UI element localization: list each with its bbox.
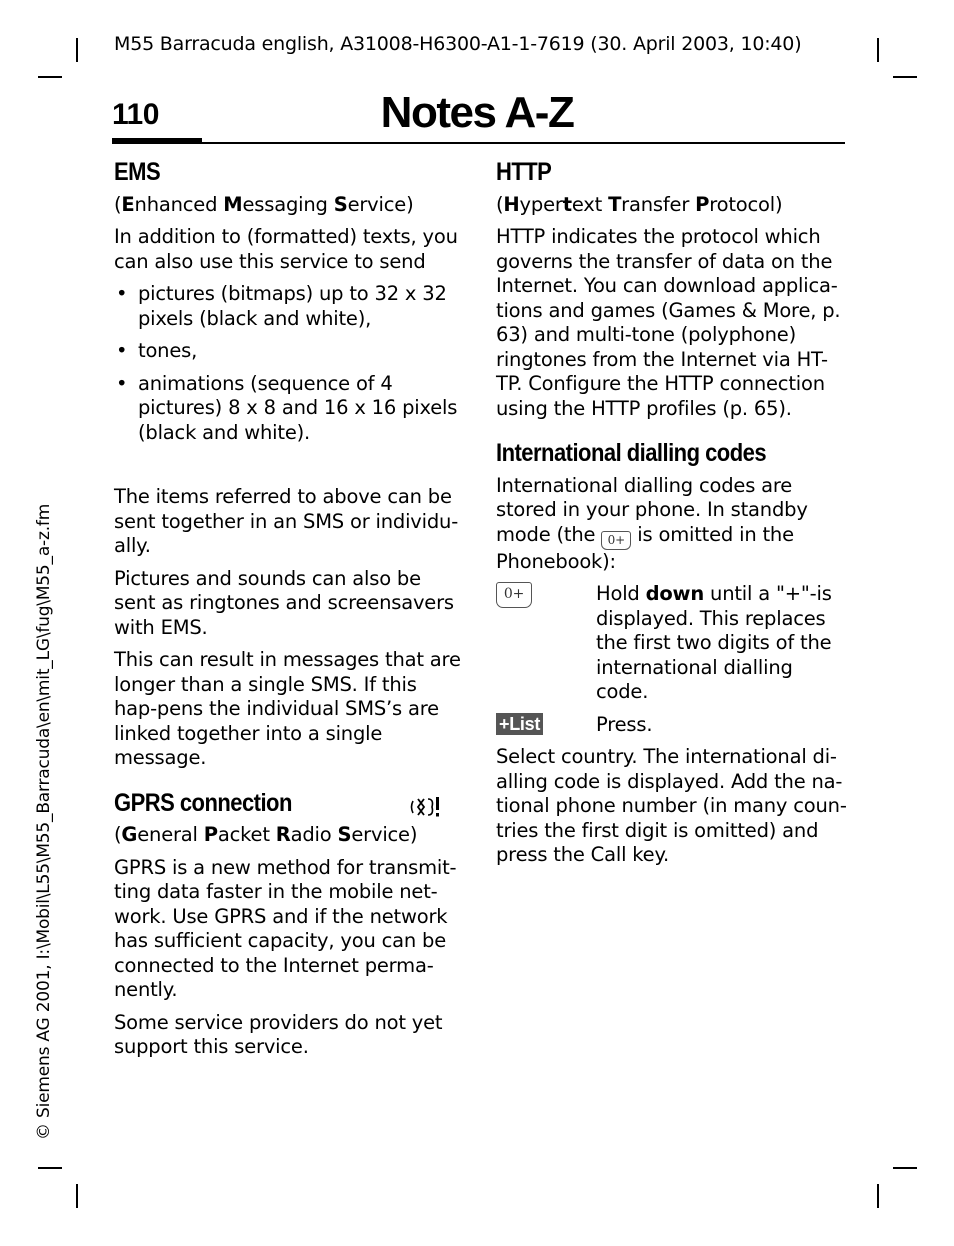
crop-mark xyxy=(877,38,879,62)
ems-paragraph: This can result in messages that are longer than a single SMS. If this hap-pens the individual SMS’s are linked together into a single message. xyxy=(114,648,461,769)
crop-mark xyxy=(76,1184,78,1208)
intl-heading: International dialling codes xyxy=(496,439,767,467)
http-paragraph: HTTP indicates the protocol which governs the transfer of data on the Internet. You can download applica-tions and games (Games & More, p. 63) and multi-tone (polyphone) ringtones from the Internet via HT-TP. Configure the HTTP connection using the HTTP profiles (p. 65). xyxy=(496,225,841,420)
page-title: Notes A-Z xyxy=(380,88,574,137)
ems-intro: In addition to (formatted) texts, you can also use this service to send xyxy=(114,225,458,273)
http-expansion: (Hypertext Transfer Protocol) xyxy=(496,192,783,216)
gprs-paragraph: Some service providers do not yet support this service. xyxy=(114,1010,443,1058)
crop-mark xyxy=(38,1167,62,1169)
gprs-heading: GPRS connection xyxy=(114,788,292,817)
step-press-softkey xyxy=(496,713,848,738)
crop-mark xyxy=(893,76,917,78)
crop-mark xyxy=(76,38,78,62)
crop-mark xyxy=(38,76,62,78)
crop-mark xyxy=(877,1184,879,1208)
zero-plus-key-icon: 0+ xyxy=(496,582,532,608)
file-path-note: © Siemens AG 2001, I:\Mobil\L55\M55_Barracuda\en\mit_LG\fug\M55_a-z.fm xyxy=(34,503,54,1140)
list-softkey-icon: +List xyxy=(496,713,543,735)
right-column xyxy=(496,160,848,868)
running-head: M55 Barracuda english, A31008-H6300-A1-1-7619 (30. April 2003, 10:40) xyxy=(114,33,802,55)
list-item: • animations (sequence of 4 pictures) 8 x 8 and 16 x 16 pixels (black and white). xyxy=(114,372,464,446)
step-hold-key xyxy=(496,582,848,705)
step-press-text: Press. xyxy=(596,712,653,736)
page-number: 110 xyxy=(112,98,159,131)
gprs-network-icon xyxy=(410,795,442,826)
ems-heading: EMS xyxy=(114,158,161,186)
crop-mark xyxy=(893,1167,917,1169)
title-rule xyxy=(112,142,845,144)
left-column xyxy=(114,160,464,1060)
ems-expansion: (Enhanced Messaging Service) xyxy=(114,192,414,216)
gprs-heading-row xyxy=(114,788,464,817)
zero-plus-key-icon: 0+ xyxy=(601,531,631,550)
list-item: • tones, xyxy=(114,339,464,364)
step-hold-text: Hold down until a "+"-is displayed. This replaces the first two digits of the international dialling code. xyxy=(596,582,832,703)
ems-paragraph: The items referred to above can be sent together in an SMS or individu-ally. xyxy=(114,485,459,557)
ems-bullet-list xyxy=(114,282,464,445)
gprs-expansion: (General Packet Radio Service) xyxy=(114,823,418,846)
ems-paragraph: Pictures and sounds can also be sent as ringtones and screensavers with EMS. xyxy=(114,566,454,639)
intl-intro: International dialling codes are stored in your phone. In standby mode (the 0+ is omitted in the Phonebook): xyxy=(496,473,808,573)
http-heading: HTTP xyxy=(496,158,552,186)
gprs-paragraph: GPRS is a new method for transmit-ting data faster in the mobile net-work. Use GPRS and if the network has sufficient capacity, you can be connected to the Internet perma-nently. xyxy=(114,855,457,1001)
intl-outro: Select country. The international di-alling code is displayed. Add the na-tional phone number (in many coun-tries the first digit is omitted) and press the Call key. xyxy=(496,745,847,866)
list-item: • pictures (bitmaps) up to 32 x 32 pixels (black and white), xyxy=(114,282,464,331)
